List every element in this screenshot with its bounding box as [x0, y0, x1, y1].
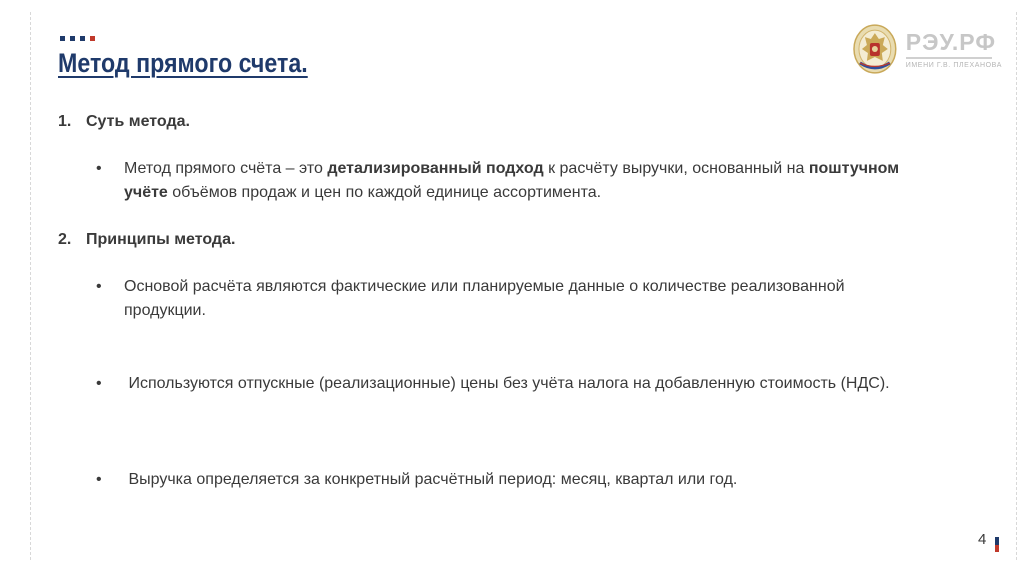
logo-divider — [906, 57, 992, 59]
bullet-text: Используются отпускные (реализационные) цены без учёта налога на добавленную стоимость (НДС). — [124, 375, 890, 392]
logo-subtitle: ИМЕНИ Г.В. ПЛЕХАНОВА — [905, 61, 1002, 69]
accent-square — [90, 36, 95, 41]
accent-square — [80, 36, 85, 41]
section-number: 1. — [58, 113, 72, 130]
page-bar-segment — [995, 530, 999, 537]
coat-of-arms-emblem-icon — [852, 23, 898, 75]
text-run: объёмов продаж и цен по каждой единице ассортимента. — [167, 184, 602, 201]
section-heading-2 — [58, 231, 235, 249]
bullet-text: Основой расчёта являются фактические или планируемые данные о количестве реализованной продукции. — [124, 278, 845, 319]
bold-term: поштучном учёте — [124, 160, 900, 201]
page-bar-segment — [995, 537, 999, 544]
section-heading-text: Принципы метода. — [86, 231, 236, 248]
bullet-dot: • — [96, 375, 102, 392]
bullet-dot: • — [96, 278, 102, 295]
bullet-text: Выручка определяется за конкретный расчётный период: месяц, квартал или год. — [124, 471, 738, 488]
text-run: к расчёту выручки, основанный на — [543, 160, 809, 177]
university-logo — [852, 22, 1002, 76]
text-run: Метод прямого счёта – это — [124, 160, 328, 177]
slide-title: Метод прямого счета. — [58, 48, 308, 78]
title-accent-squares — [60, 36, 95, 41]
page-number-bar — [995, 530, 999, 552]
bullet-dot: • — [96, 160, 102, 177]
bullet-dot: • — [96, 471, 102, 488]
bullet-text — [124, 157, 924, 205]
accent-square — [60, 36, 65, 41]
section-heading-text: Суть метода. — [86, 113, 190, 130]
left-guide-line — [30, 12, 31, 560]
accent-square — [70, 36, 75, 41]
page-number: 4 — [978, 531, 987, 548]
logo-main-text: РЭУ.РФ — [905, 28, 996, 55]
bold-term: детализированный подход — [327, 160, 544, 177]
logo-text — [906, 30, 1002, 69]
page-bar-segment — [995, 545, 999, 552]
right-guide-line — [1016, 12, 1017, 560]
section-heading-1 — [58, 113, 190, 131]
section-number: 2. — [58, 231, 72, 248]
